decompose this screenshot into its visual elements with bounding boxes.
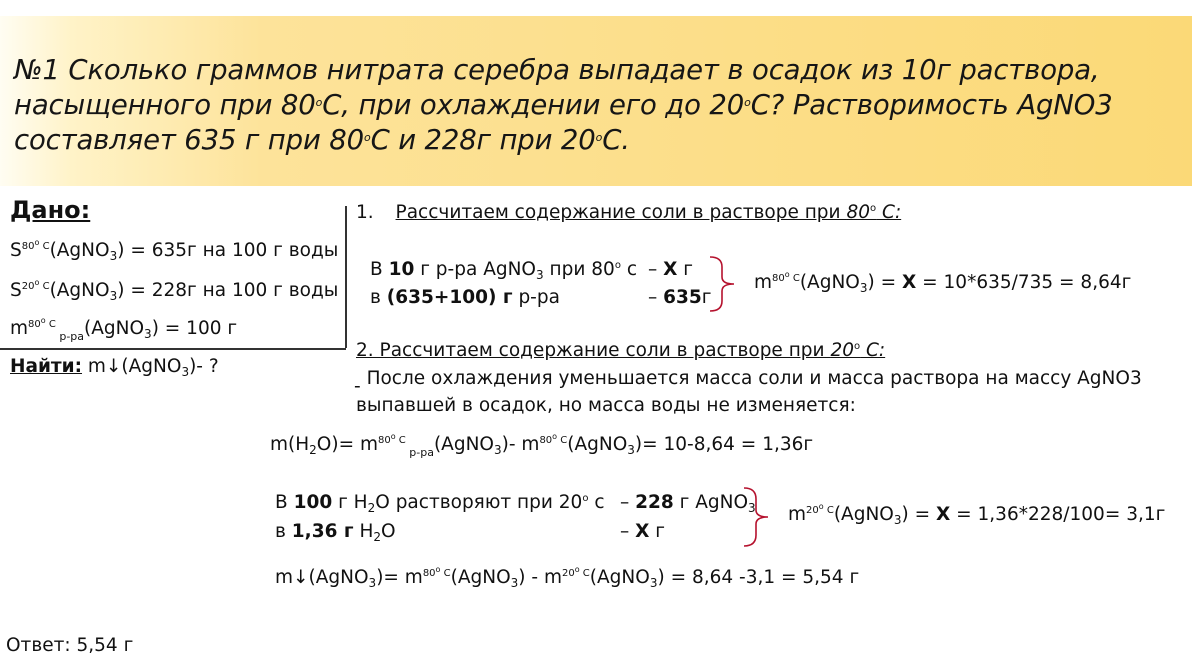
step2-proportion-row-2-right (620, 521, 665, 543)
degree-sign: o (552, 432, 558, 441)
step2-text: H (353, 521, 374, 542)
step2-text: (AgNO (833, 504, 894, 525)
step1-result (754, 272, 1131, 294)
step2-sup-text: C (823, 505, 834, 516)
step1-text: В (370, 259, 389, 280)
given-sup-text: 80 (21, 241, 35, 252)
step2-final-calculation (275, 567, 859, 589)
step1-proportion-row-2-right (648, 287, 712, 309)
step2-text: Х (635, 521, 650, 542)
problem-line-1-text: №1 Сколько граммов нитрата серебра выпадает в осадок из 10г раствора, (14, 54, 1100, 86)
step2-sub: 3 (748, 501, 756, 515)
given-sup (21, 278, 50, 292)
given-sup-text: C (45, 319, 56, 330)
step1-sub: 3 (536, 268, 544, 282)
step2-sup-text: C (579, 568, 590, 579)
step2-text: в (275, 521, 292, 542)
step2-sub: 2 (367, 501, 376, 515)
given-solubility-20 (10, 280, 338, 302)
find-text: m↓(AgNO (82, 356, 182, 377)
step2-text: г (649, 521, 666, 542)
step1-text: 635 (663, 287, 702, 308)
step1-text: г (701, 287, 712, 308)
step1-text: 10 (388, 259, 415, 280)
degree-sign: о (614, 260, 621, 271)
find-sub: 3 (181, 365, 190, 379)
step2-result (788, 504, 1165, 526)
step1-proportion-row-1-right (648, 259, 693, 281)
degree-sign: о (744, 96, 751, 109)
step1-sup-text: 80 (772, 273, 785, 284)
step1-text: при 80 (543, 259, 615, 280)
given-sup (21, 238, 50, 252)
step2-sup-text: C (440, 568, 451, 579)
step1-text: г р-ра AgNO (414, 259, 536, 280)
step1-text: Х (902, 272, 917, 293)
step2-text: ) = (901, 504, 936, 525)
degree-sign: o (390, 432, 396, 441)
step1-text: ) = (867, 272, 902, 293)
step1-brace (708, 255, 748, 313)
step2-text: O растворяют при 20 (375, 492, 583, 513)
step2-text: Х (936, 504, 951, 525)
step1-title-text: Рассчитаем содержание соли в растворе при (395, 202, 847, 223)
step1-title (396, 202, 902, 223)
step2-proportion-row-2 (275, 521, 396, 543)
step2-text: – (620, 521, 636, 542)
step2-water-mass (270, 432, 814, 459)
given-solution-mass (10, 316, 238, 343)
given-text: m (10, 318, 29, 339)
step2-sup (561, 565, 590, 579)
given-divider-horizontal (0, 348, 346, 350)
step1-sup (772, 270, 800, 284)
step2-text: (AgNO (567, 434, 628, 455)
step1-text: (635+100) г (386, 287, 513, 308)
problem-line-3 (14, 123, 1174, 158)
step1-text: с (620, 259, 637, 280)
step1-proportion-row-1 (370, 259, 637, 281)
step2-note-text: После охлаждения уменьшается масса соли и масса раствора на массу AgNO3 (360, 368, 1142, 389)
given-text: ) = 635г на 100 г воды (117, 240, 339, 261)
step1-number: 1. (356, 202, 374, 223)
degree-sign: o (574, 565, 580, 574)
find-label: Найти: (10, 356, 83, 377)
step2-text: г H (332, 492, 368, 513)
problem-text: составляет 635 г при 80 (14, 124, 364, 156)
given-text: ) = 228г на 100 г воды (117, 280, 339, 301)
step2-text: – (620, 492, 636, 513)
step2-text: с (588, 492, 605, 513)
degree-sign: o (818, 502, 824, 511)
step1-text: – (648, 259, 664, 280)
step2-text: ) = 8,64 -3,1 = 5,54 г (657, 567, 860, 588)
step2-note-dash: - (354, 376, 361, 397)
step2-sub: 3 (368, 576, 377, 590)
step1-text: m (754, 272, 773, 293)
step2-text: (AgNO (589, 567, 650, 588)
degree-sign: о (363, 131, 371, 144)
problem-text: С. (602, 124, 630, 156)
given-sup (28, 316, 56, 330)
step2-title-temp: 20 (830, 340, 854, 361)
given-solubility-80 (10, 240, 338, 262)
step2-sup-text: 80 (422, 568, 436, 579)
step2-sub: р-ра (405, 446, 434, 459)
step2-proportion-row-1 (275, 492, 605, 514)
step2-sup-text: 20 (806, 505, 819, 516)
given-sup-text: C (39, 281, 50, 292)
step2-text: m (788, 504, 807, 525)
step2-sup-text: 80 (377, 435, 391, 446)
step2-heading (356, 340, 885, 362)
step2-text: = 1,36*228/100= 3,1г (950, 504, 1166, 525)
step2-sup (377, 432, 406, 446)
given-text: S (10, 240, 22, 261)
step1-text: (AgNO (799, 272, 860, 293)
step2-sup-text: 80 (539, 435, 553, 446)
step1-text: г (677, 259, 694, 280)
step2-text: m↓(AgNO (275, 567, 369, 588)
step1-heading (356, 202, 901, 224)
step2-sub: 2 (309, 443, 317, 457)
degree-sign: о (315, 96, 323, 109)
step2-proportion-row-1-right (620, 492, 756, 514)
answer: Ответ: 5,54 г (6, 635, 134, 656)
degree-sign: o (435, 565, 441, 574)
step1-title-unit: С: (876, 202, 902, 223)
degree-sign: о (595, 131, 603, 144)
step1-sub: 3 (859, 281, 868, 295)
given-text: (AgNO (84, 318, 145, 339)
step2-sup (422, 565, 451, 579)
step2-text: (AgNO (450, 567, 511, 588)
degree-sign: o (784, 270, 790, 279)
step2-note-line-2: выпавшей в осадок, но масса воды не изменяется: (356, 395, 856, 416)
step2-text: O (381, 521, 396, 542)
given-text: ) = 100 г (151, 318, 238, 339)
step2-note-line-1 (354, 368, 1142, 397)
given-sub: 3 (109, 289, 118, 303)
step2-text: m(H (270, 434, 310, 455)
given-heading: Дано: (10, 196, 91, 224)
step1-text: в (370, 287, 387, 308)
step2-sub: 2 (373, 530, 381, 544)
problem-statement (14, 53, 1174, 158)
step2-sub: 3 (893, 513, 902, 527)
problem-line-2 (14, 88, 1174, 123)
step1-proportion-row-2 (370, 287, 560, 309)
step2-text: O)= m (316, 434, 378, 455)
problem-text: С, при охлаждении его до 20 (322, 89, 745, 121)
find-text: )- ? (189, 356, 219, 377)
step1-text: – (648, 287, 664, 308)
given-text: (AgNO (49, 240, 110, 261)
step2-text: 1,36 г (291, 521, 354, 542)
given-sub: р-ра (55, 330, 85, 343)
given-divider-vertical (345, 206, 347, 348)
step2-text: 228 (635, 492, 674, 513)
step2-text: )= m (376, 567, 423, 588)
step2-text: )- m (501, 434, 540, 455)
find-row (10, 356, 219, 378)
degree-sign: o (34, 238, 40, 247)
step2-sup-text: C (557, 435, 568, 446)
step2-text: 100 (293, 492, 333, 513)
step2-text: г AgNO (673, 492, 749, 513)
step2-text: )= 10-8,64 = 1,36г (634, 434, 814, 455)
step2-title-text: 2. Рассчитаем содержание соли в растворе при (356, 340, 831, 361)
step2-text: В (275, 492, 294, 513)
degree-sign: o (34, 278, 40, 287)
step1-sup-text: C (789, 273, 800, 284)
problem-text: С? Растворимость AgNO3 (750, 89, 1113, 121)
given-text: (AgNO (49, 280, 110, 301)
step2-text: ) - m (518, 567, 562, 588)
step2-sub: 3 (649, 576, 658, 590)
step1-text: = 10*635/735 = 8,64г (916, 272, 1132, 293)
step2-text: (AgNO (433, 434, 494, 455)
given-sup-text: 80 (28, 319, 41, 330)
degree-sign: о (582, 493, 589, 504)
step2-sup-text: 20 (561, 568, 575, 579)
step2-sup (539, 432, 568, 446)
given-sup-text: 20 (21, 281, 35, 292)
degree-sign: о (870, 203, 877, 214)
given-text: S (10, 280, 22, 301)
given-sub: 3 (109, 249, 118, 263)
step2-title-unit: С: (860, 340, 886, 361)
problem-text: насыщенного при 80 (14, 89, 316, 121)
step1-text: Х (663, 259, 678, 280)
problem-text: С и 228г при 20 (370, 124, 596, 156)
given-sup-text: C (39, 241, 50, 252)
step1-text: р-ра (512, 287, 560, 308)
step2-sub: 3 (494, 443, 502, 457)
step2-sub: 3 (627, 443, 635, 457)
step1-title-temp: 80 (846, 202, 871, 223)
degree-sign: o (40, 316, 46, 325)
given-sub: 3 (144, 327, 152, 341)
step2-sup (806, 502, 834, 516)
step2-sub: 3 (510, 576, 519, 590)
step2-brace (742, 486, 782, 548)
problem-line-1 (14, 53, 1174, 88)
degree-sign: о (854, 341, 861, 352)
step2-sup-text: C (395, 435, 406, 446)
